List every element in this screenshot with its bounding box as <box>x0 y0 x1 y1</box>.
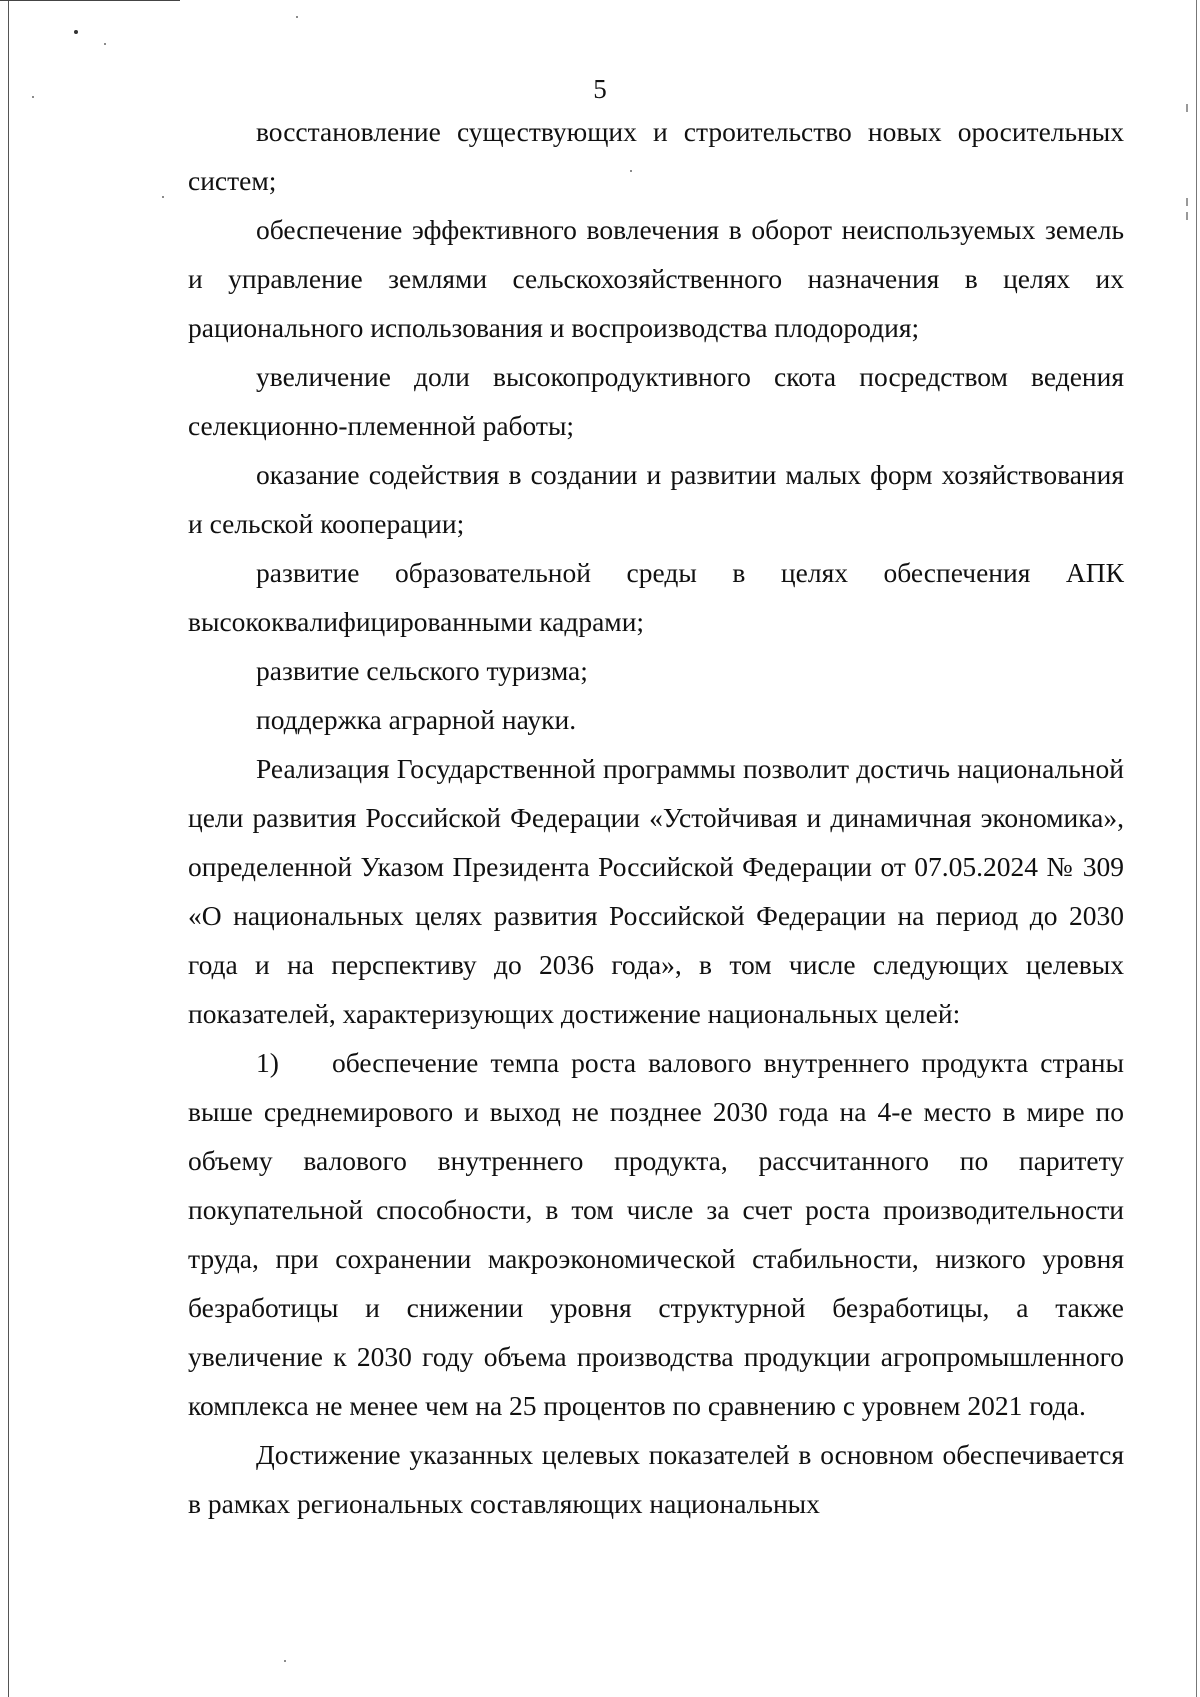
paragraph-agrarian-science: поддержка аграрной науки. <box>256 704 577 735</box>
body-text <box>188 107 1124 1528</box>
scan-speck <box>162 196 164 198</box>
scan-edge-left <box>8 0 9 1697</box>
scan-mark <box>1186 212 1188 220</box>
paragraph-program-goals: Реализация Государственной программы позволит достичь национальной цели развития Российской Федерации «Устойчивая и динамичная экономика», определенной Указом Президента Российской Федерации от 07.05.2024 № 309 «О национальных целях развития Российской Федерации на период до 2030 года и на перспективу до 2036 года», в том числе следующих целевых показателей, характеризующих достижение национальных целей: <box>188 753 1124 1029</box>
paragraph-small-farms: оказание содействия в создании и развитии малых форм хозяйствования и сельской кооперации; <box>188 459 1124 539</box>
paragraph-land-use: обеспечение эффективного вовлечения в оборот неиспользуемых земель и управление землями сельскохозяйственного назначения в целях их рационального использования и воспроизводства плодородия; <box>188 214 1124 343</box>
scan-speck <box>296 16 298 18</box>
scan-speck <box>284 1660 286 1662</box>
page-number: 5 <box>593 74 607 104</box>
scan-mark <box>1186 198 1188 206</box>
list-item-text: обеспечение темпа роста валового внутреннего продукта страны выше среднемирового и выход не позднее 2030 года на 4-е место в мире по объему валового внутреннего продукта, рассчитанного по паритету покупательной способности, в том числе за счет роста производительности труда, при сохранении макроэкономической стабильности, низкого уровня безработицы и снижении уровня структурной безработицы, а также увеличение к 2030 году объема производства продукции агропромышленного комплекса не менее чем на 25 процентов по сравнению с уровнем 2021 года. <box>188 1047 1124 1421</box>
list-item-number: 1) <box>256 1047 279 1078</box>
paragraph-achievement: Достижение указанных целевых показателей в основном обеспечивается в рамках региональных составляющих национальных <box>188 1439 1124 1519</box>
scan-edge-right <box>1196 0 1197 1697</box>
scan-edge-top <box>0 0 180 1</box>
paragraph-irrigation: восстановление существующих и строительство новых оросительных систем; <box>188 116 1124 196</box>
scan-speck <box>74 30 78 34</box>
paragraph-livestock: увеличение доли высокопродуктивного скота посредством ведения селекционно-племенной работы; <box>188 361 1124 441</box>
paragraph-education: развитие образовательной среды в целях обеспечения АПК высококвалифицированными кадрами; <box>188 557 1124 637</box>
paragraph-rural-tourism: развитие сельского туризма; <box>256 655 588 686</box>
list-item-1 <box>188 1038 1124 1430</box>
scan-speck <box>104 43 106 45</box>
